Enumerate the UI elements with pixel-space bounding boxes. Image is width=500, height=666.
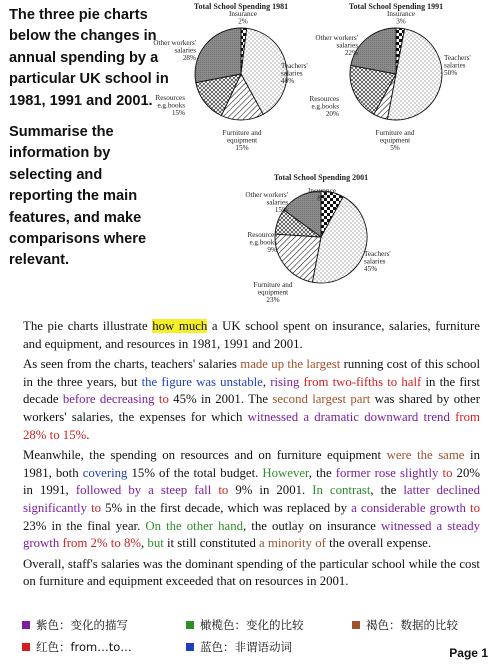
pie-charts <box>0 0 500 320</box>
pie-chart-2 <box>309 2 470 152</box>
essay-phrase: to <box>470 500 481 515</box>
essay-phrase: made up the largest <box>240 357 341 372</box>
legend-brown-label: 褐色：数据的比较 <box>366 618 458 632</box>
legend-red-label: 红色：from…to… <box>36 640 132 654</box>
essay-phrase: In contrast <box>312 483 371 498</box>
essay-phrase: to <box>158 392 169 407</box>
essay-paragraph-4: Overall, staff's salaries was the dominant spending of the particular school while the cost on furniture and equipment exceeded that on resources in 2001. <box>23 556 480 589</box>
slice-other-workers-salaries <box>195 28 241 83</box>
legend-brown <box>352 617 458 633</box>
slice-label-other-workers-salaries: Other workers' salaries 15% <box>245 191 288 215</box>
green-square-icon <box>186 621 194 629</box>
slice-label-furniture-equipment: Furniture and equipment 5% <box>375 129 415 153</box>
task-instruction: Summarise the information by selecting and reporting the main features, and make comparisons where relevant. <box>9 124 147 269</box>
slice-label-other-workers-salaries: Other workers' salaries 28% <box>153 39 196 63</box>
essay-paragraph-3: Meanwhile, the spending on resources and on furniture equipment were the same in 1981, both covering 15% of the total budget. However, the former rose slightly to 20% in 1991, followed by a steep fall to 9% in 2001. In contrast, the latter declined significantly to 5% in the first decade, which was replaced by a considerable growth to 23% in the final year. On the other hand, the outlay on insurance witnessed a steady growth from 2% to 8%, but it still constituted a minority of the overall expense. <box>23 448 481 551</box>
slice-label-other-workers-salaries: Other workers' salaries 22% <box>315 34 358 58</box>
slice-label-teachers-salaries: Teachers' salaries 50% <box>444 54 471 78</box>
brown-square-icon <box>352 621 360 629</box>
slice-label-furniture-equipment: Furniture and equipment 23% <box>253 281 293 305</box>
slice-label-insurance: Insurance 2% <box>229 10 257 26</box>
slice-label-resources: Resources e.g.books 9% <box>247 231 277 255</box>
essay-phrase: from two-fifths to half <box>303 374 422 389</box>
essay-phrase: to <box>442 465 453 480</box>
slice-label-teachers-salaries: Teachers' salaries 45% <box>364 250 391 274</box>
slice-label-insurance: Insurance 8% <box>308 187 336 203</box>
legend-olive <box>186 617 304 633</box>
color-legend <box>22 617 492 661</box>
essay-paragraph-2: As seen from the charts, teachers' salaries made up the largest running cost of this school in the three years, but the figure was unstable, rising from two-fifths to half in the first decade before decreasing to 45% in 2001. The second largest part was shared by other workers' salaries, the expenses for which witnessed a dramatic downward trend from 28% to 15%. <box>23 357 480 442</box>
chart-title: Total School Spending 1981 <box>193 2 289 11</box>
essay-phrase: rising <box>270 374 300 389</box>
essay-phrase: to <box>91 500 102 515</box>
slice-label-insurance: Insurance 3% <box>387 10 415 26</box>
essay-paragraph-1: The pie charts illustrate how much a UK school spent on insurance, salaries, furniture and equipment, and resources in 1981, 1991 and 2001. <box>23 319 480 351</box>
essay-phrase: latter declined significantly <box>23 483 480 515</box>
blue-square-icon <box>186 643 194 651</box>
essay-phrase: how much <box>152 319 208 333</box>
legend-blue <box>186 639 292 655</box>
chart-title: Total School Spending 2001 <box>273 173 369 182</box>
slice-label-resources: Resources e.g.books 20% <box>309 95 339 119</box>
essay <box>23 318 480 594</box>
page-number: Page 1 <box>449 646 488 660</box>
pie-chart-3 <box>245 173 390 304</box>
essay-phrase: before decreasing <box>62 392 155 407</box>
legend-red <box>22 639 132 655</box>
essay-phrase: However <box>262 465 309 480</box>
slice-label-teachers-salaries: Teachers' salaries 40% <box>281 62 308 86</box>
essay-phrase: witnessed a dramatic downward trend <box>247 409 450 424</box>
red-square-icon <box>22 643 30 651</box>
essay-phrase: but <box>147 536 164 551</box>
legend-purple-label: 紫色：变化的描写 <box>36 618 128 632</box>
pie-chart-1 <box>153 2 307 152</box>
essay-phrase: from 28% to 15% <box>23 409 480 442</box>
essay-phrase: former rose slightly <box>335 465 439 480</box>
task-description: The three pie charts below the changes in annual spending by a particular UK school in 1981, 1991 and 2001. <box>9 7 169 109</box>
slice-label-furniture-equipment: Furniture and equipment 15% <box>222 129 262 153</box>
essay-phrase: On the other hand <box>145 518 244 533</box>
slice-furniture-equipment <box>275 234 321 282</box>
slice-label-resources: Resources e.g.books 15% <box>155 94 185 118</box>
essay-phrase: the figure was unstable <box>141 374 263 389</box>
essay-phrase: from 2% to 8% <box>62 536 142 551</box>
essay-phrase: a considerable growth <box>351 500 466 515</box>
essay-phrase: a minority of <box>259 536 326 551</box>
chart-title: Total School Spending 1991 <box>348 2 444 11</box>
essay-phrase: followed by a steep fall <box>75 483 212 498</box>
essay-phrase: to <box>218 483 229 498</box>
legend-purple <box>22 617 128 633</box>
essay-phrase: second largest part <box>272 392 371 407</box>
essay-phrase: covering <box>82 465 128 480</box>
essay-phrase: witnessed a steady growth <box>23 518 480 551</box>
purple-square-icon <box>22 621 30 629</box>
essay-phrase: were the same <box>386 448 465 463</box>
legend-blue-label: 蓝色：非谓语动词 <box>200 640 292 654</box>
legend-olive-label: 橄榄色：变化的比较 <box>200 618 304 632</box>
